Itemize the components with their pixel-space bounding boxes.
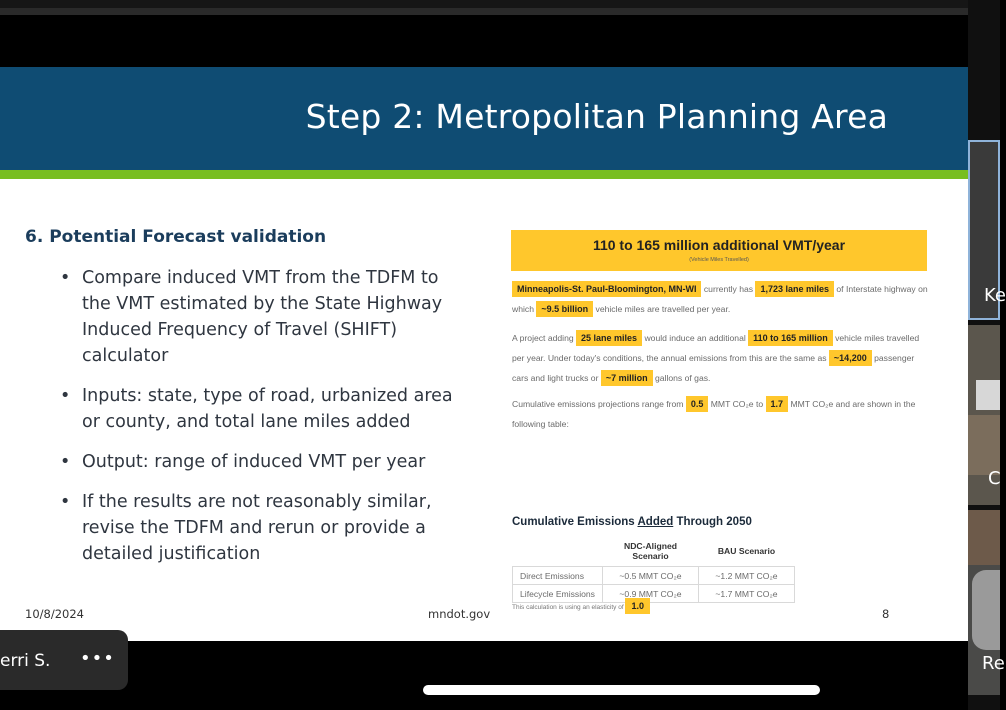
highlight-elasticity: 1.0	[625, 598, 650, 614]
bullet-item: • If the results are not reasonably similar, revise the TDFM and rerun or provide a detailed justification	[60, 489, 460, 567]
participant-name: Ke	[984, 285, 1006, 306]
table-cell: ~1.7 MMT CO₂e	[699, 585, 795, 603]
highlight-added-miles: 25 lane miles	[576, 330, 642, 346]
table-row	[513, 567, 795, 585]
bullet-item: • Inputs: state, type of road, urbanized area or county, and total lane miles added	[60, 383, 460, 435]
table-header: NDC-Aligned Scenario	[624, 541, 677, 561]
bullet-item: • Compare induced VMT from the TDFM to the VMT estimated by the State Highway Induced Frequency of Travel (SHIFT) calculator	[60, 265, 460, 369]
elasticity-note	[512, 601, 650, 611]
video-frame	[968, 510, 1000, 565]
table-header	[513, 541, 603, 567]
shared-slide	[0, 67, 968, 641]
more-options-icon[interactable]: •••	[80, 648, 115, 669]
video-frame	[976, 380, 1000, 410]
para-text: vehicle miles travelled per year. Under today's conditions, the annual emissions from this are the same as	[512, 333, 920, 363]
para-text: of Interstate highway on which	[512, 284, 928, 314]
video-frame	[972, 570, 1000, 650]
shift-calculator-figure	[505, 227, 935, 611]
para-text: vehicle miles are travelled per year.	[595, 304, 731, 314]
highlight-high: 1.7	[766, 396, 789, 412]
table-cell: ~0.9 MMT CO₂e	[603, 585, 699, 603]
table-header-row	[513, 541, 795, 567]
highlight-vmt: ~9.5 billion	[536, 301, 593, 317]
para-text: currently has	[703, 284, 754, 294]
green-divider	[0, 170, 968, 179]
highlight-range: 110 to 165 million	[748, 330, 833, 346]
table-row	[513, 585, 795, 603]
bullet-item: • Output: range of induced VMT per year	[60, 449, 460, 475]
top-bar	[0, 0, 1000, 15]
table-cell: ~0.5 MMT CO₂e	[603, 567, 699, 585]
table-title	[512, 516, 752, 528]
para-text: Cumulative emissions projections range from	[512, 399, 684, 409]
banner-title: 110 to 165 million additional VMT/year	[592, 237, 846, 253]
speaker-name: erri S.	[0, 651, 51, 671]
paragraph-emissions	[512, 394, 932, 434]
participant-tile[interactable]	[968, 325, 1000, 505]
participant-tile[interactable]	[968, 140, 1006, 320]
bullet-list	[60, 265, 460, 581]
table-title-underlined: Added	[637, 516, 674, 528]
table-cell: Lifecycle Emissions	[513, 585, 603, 603]
footer-date: 10/8/2024	[25, 607, 84, 621]
table-cell: ~1.2 MMT CO₂e	[699, 567, 795, 585]
top-bar-strip	[0, 8, 970, 15]
highlight-low: 0.5	[686, 396, 709, 412]
table-header: BAU Scenario	[717, 546, 776, 556]
table-title-part: Cumulative Emissions	[512, 516, 638, 528]
elasticity-text: This calculation is using an elasticity of	[512, 604, 624, 611]
slide-title: Step 2: Metropolitan Planning Area	[305, 97, 888, 136]
home-indicator[interactable]	[423, 685, 820, 695]
highlight-cars: ~14,200	[829, 350, 872, 366]
para-text: MMT CO₂e and are shown in the following table:	[512, 399, 916, 429]
participant-strip	[968, 0, 1006, 710]
paragraph-area	[512, 279, 932, 319]
highlight-lane-miles: 1,723 lane miles	[755, 281, 834, 297]
participant-name: C	[988, 468, 1001, 489]
para-text: MMT CO₂e to	[710, 399, 764, 409]
video-frame	[968, 415, 1000, 475]
table-title-part: Through 2050	[673, 516, 752, 528]
highlight-gallons: ~7 million	[601, 370, 653, 386]
section-title: 6. Potential Forecast validation	[25, 227, 327, 247]
footer-site: mndot.gov	[428, 607, 491, 621]
highlight-area: Minneapolis-St. Paul-Bloomington, MN-WI	[512, 281, 701, 297]
para-text: passenger cars and light trucks or	[512, 353, 915, 383]
table-cell: Direct Emissions	[513, 567, 603, 585]
paragraph-project	[512, 328, 932, 388]
vmt-banner	[511, 230, 927, 271]
footer-page-number: 8	[882, 607, 890, 621]
para-text: A project adding	[512, 333, 574, 343]
participant-name: Re	[982, 653, 1005, 674]
para-text: gallons of gas.	[655, 373, 711, 383]
participant-tile[interactable]	[968, 510, 1005, 695]
emissions-table	[512, 541, 795, 603]
para-text: would induce an additional	[644, 333, 746, 343]
banner-subtitle: (Vehicle Miles Travelled)	[689, 257, 749, 263]
slide-header	[0, 67, 968, 170]
